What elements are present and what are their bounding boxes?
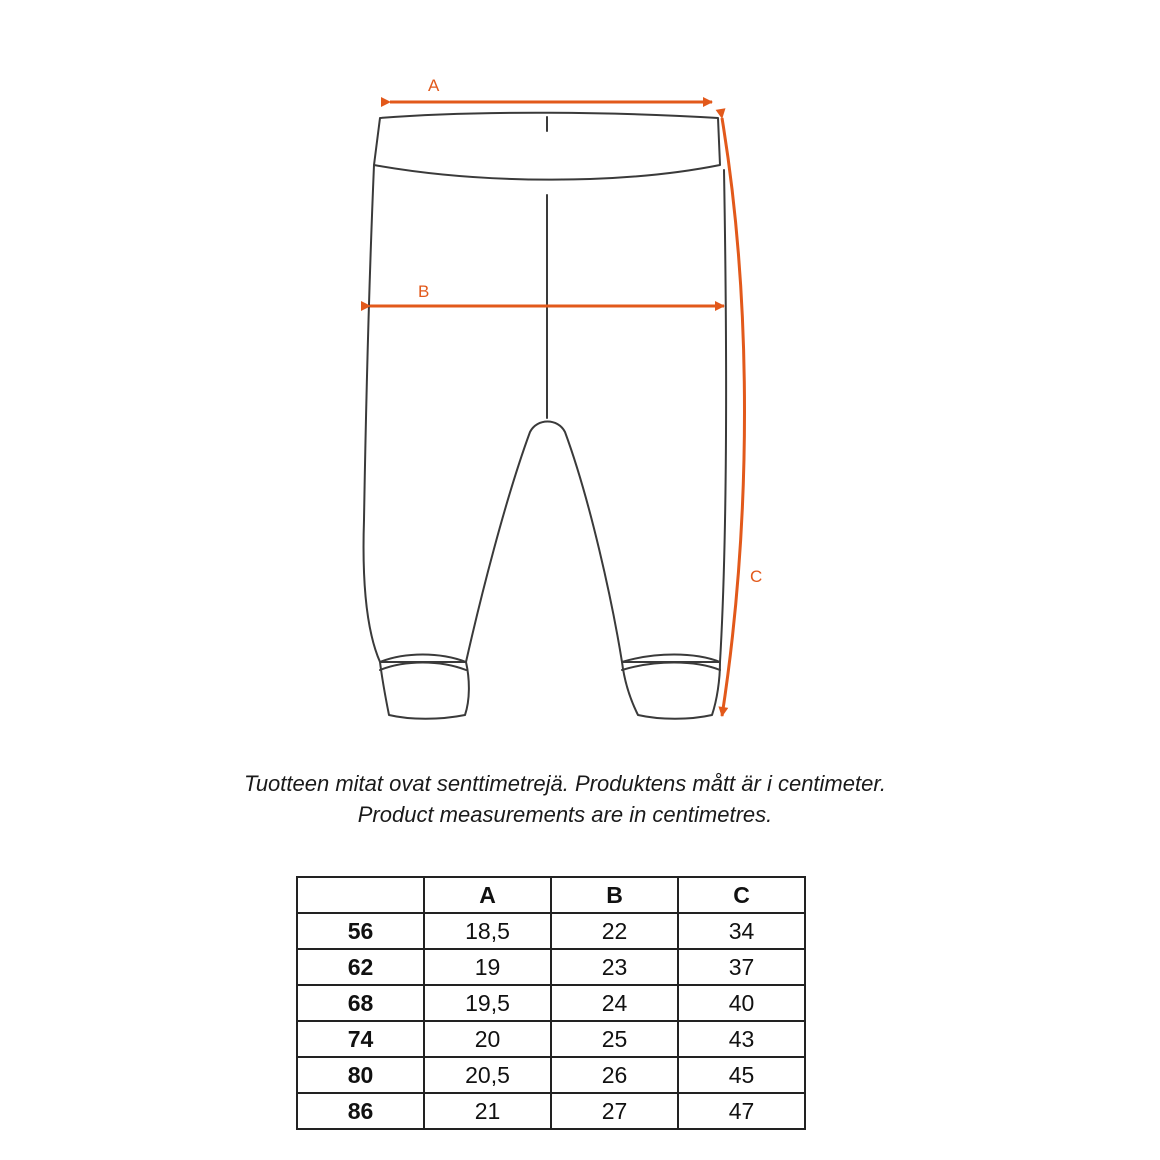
size-cell: 74 <box>297 1021 424 1057</box>
c-cell: 40 <box>678 985 805 1021</box>
dimension-c-label: C <box>750 567 763 586</box>
left-cuff-fold <box>380 663 466 671</box>
size-cell: 62 <box>297 949 424 985</box>
c-cell: 37 <box>678 949 805 985</box>
size-cell: 80 <box>297 1057 424 1093</box>
right-cuff-fold <box>622 663 720 671</box>
size-table <box>296 876 806 1130</box>
b-cell: 25 <box>551 1021 678 1057</box>
table-header-row <box>297 877 805 913</box>
table-row <box>297 1021 805 1057</box>
c-cell: 45 <box>678 1057 805 1093</box>
table-row <box>297 1093 805 1129</box>
table-row <box>297 949 805 985</box>
b-cell: 27 <box>551 1093 678 1129</box>
b-cell: 24 <box>551 985 678 1021</box>
pants-body <box>364 165 727 662</box>
header-c: C <box>678 877 805 913</box>
b-cell: 23 <box>551 949 678 985</box>
dimension-a-label: A <box>428 76 440 95</box>
caption-line-1: Tuotteen mitat ovat senttimetrejä. Produktens mått är i centimeter. <box>244 771 886 796</box>
header-b: B <box>551 877 678 913</box>
a-cell: 20,5 <box>424 1057 551 1093</box>
size-cell: 56 <box>297 913 424 949</box>
table-row <box>297 913 805 949</box>
caption-line-2: Product measurements are in centimetres. <box>357 802 773 827</box>
b-cell: 26 <box>551 1057 678 1093</box>
c-cell: 47 <box>678 1093 805 1129</box>
pants-outline <box>364 113 727 719</box>
size-cell: 68 <box>297 985 424 1021</box>
c-cell: 43 <box>678 1021 805 1057</box>
dimension-b-label: B <box>418 282 430 301</box>
table-row <box>297 1057 805 1093</box>
measurement-caption <box>0 768 1130 830</box>
a-cell: 19,5 <box>424 985 551 1021</box>
header-a: A <box>424 877 551 913</box>
b-cell: 22 <box>551 913 678 949</box>
a-cell: 20 <box>424 1021 551 1057</box>
a-cell: 18,5 <box>424 913 551 949</box>
header-size <box>297 877 424 913</box>
a-cell: 21 <box>424 1093 551 1129</box>
a-cell: 19 <box>424 949 551 985</box>
left-cuff <box>380 655 469 719</box>
c-cell: 34 <box>678 913 805 949</box>
table-row <box>297 985 805 1021</box>
size-cell: 86 <box>297 1093 424 1129</box>
right-cuff <box>622 655 720 719</box>
